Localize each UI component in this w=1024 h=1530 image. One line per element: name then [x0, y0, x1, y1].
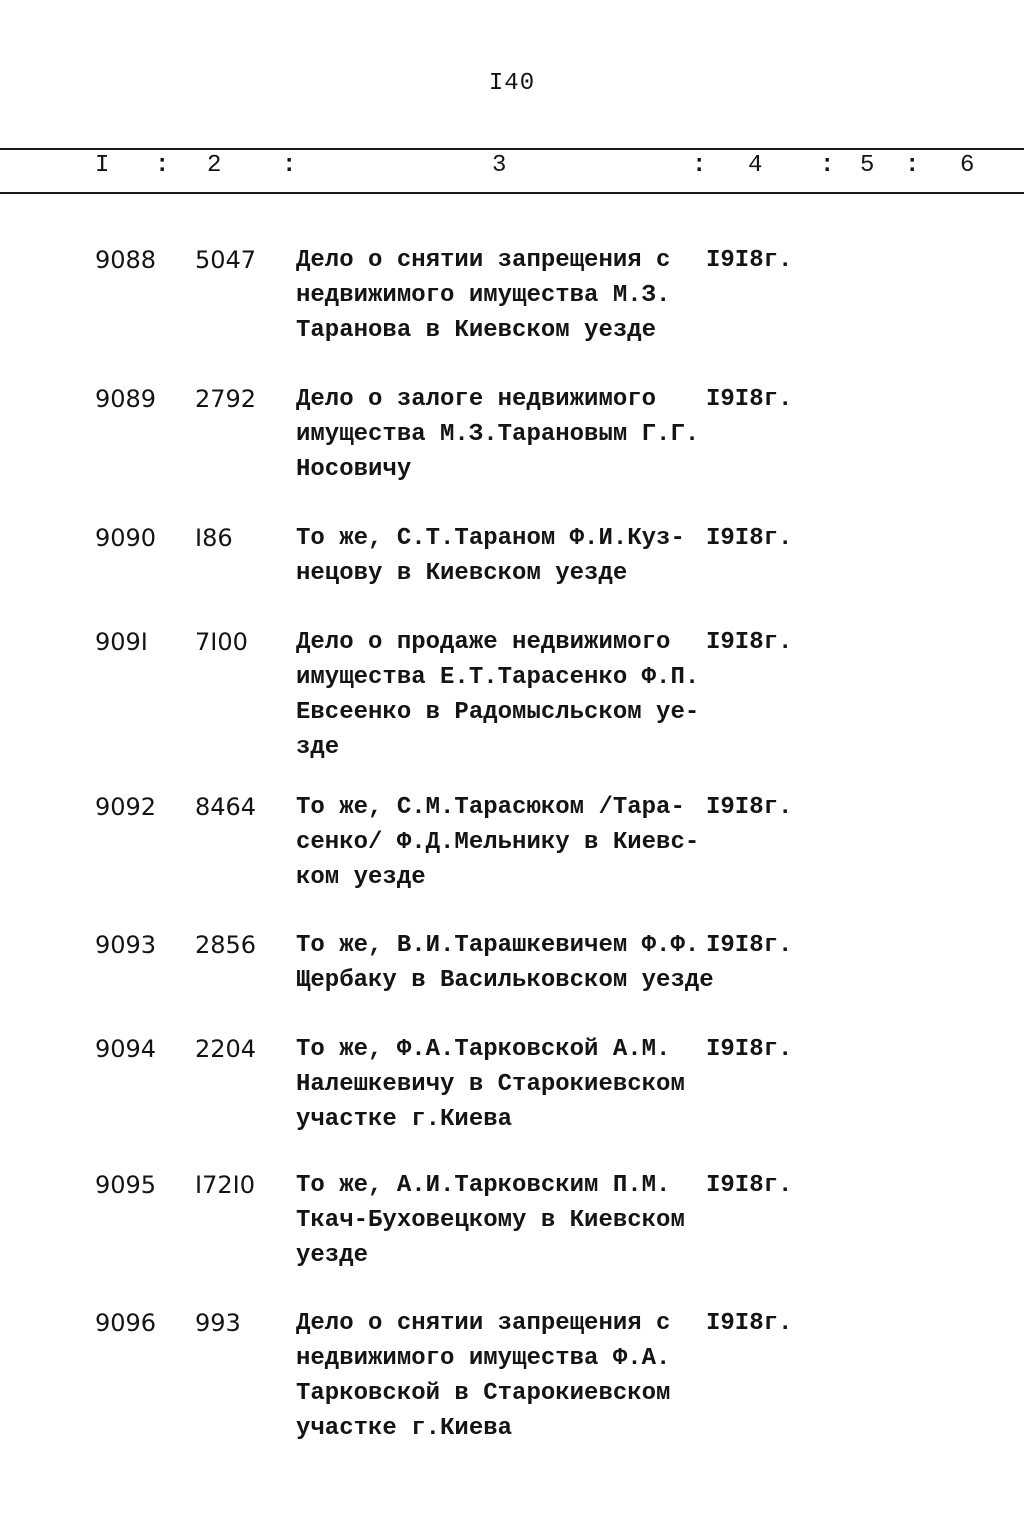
- old-number: 7I00: [195, 628, 248, 656]
- column-separator: :: [905, 152, 920, 179]
- case-date: I9I8г.: [706, 1172, 793, 1199]
- old-number: 5047: [195, 246, 257, 274]
- description-line: зде: [296, 734, 340, 761]
- description-line: То же, С.М.Тарасюком /Тара-: [296, 794, 685, 821]
- description-line: сенко/ Ф.Д.Мельнику в Киевс-: [296, 829, 700, 856]
- old-number: I86: [195, 524, 233, 552]
- old-number: 2204: [195, 1035, 257, 1063]
- case-date: I9I8г.: [706, 794, 793, 821]
- column-separator: :: [820, 152, 835, 179]
- description-line: То же, А.И.Тарковским П.М.: [296, 1172, 671, 1199]
- case-date: I9I8г.: [706, 1310, 793, 1337]
- old-number: 8464: [195, 793, 257, 821]
- case-date: I9I8г.: [706, 247, 793, 274]
- column-header-3: 3: [492, 152, 507, 179]
- case-date: I9I8г.: [706, 1036, 793, 1063]
- case-description: [296, 928, 716, 998]
- description-line: недвижимого имущества М.З.: [296, 282, 671, 309]
- description-line: Евсеенко в Радомысльском уе-: [296, 699, 700, 726]
- description-line: Ткач-Буховецкому в Киевском: [296, 1207, 685, 1234]
- description-line: Дело о снятии запрещения с: [296, 247, 671, 274]
- description-line: Щербаку в Васильковском уезде: [296, 967, 714, 994]
- description-line: То же, Ф.А.Тарковской А.М.: [296, 1036, 671, 1063]
- case-description: [296, 1168, 716, 1273]
- archive-number: 9095: [95, 1171, 157, 1199]
- page-number: I40: [488, 70, 536, 97]
- description-line: участке г.Киева: [296, 1415, 513, 1442]
- column-header-6: 6: [960, 152, 975, 179]
- header-top-rule: [0, 148, 1024, 150]
- case-date: I9I8г.: [706, 932, 793, 959]
- description-line: имущества М.З.Тарановым Г.Г.: [296, 421, 700, 448]
- archive-number: 9093: [95, 931, 157, 959]
- archive-number: 909I: [95, 628, 148, 656]
- case-date: I9I8г.: [706, 386, 793, 413]
- description-line: имущества Е.Т.Тарасенко Ф.П.: [296, 664, 700, 691]
- description-line: нецову в Киевском уезде: [296, 560, 628, 587]
- archive-number: 9090: [95, 524, 157, 552]
- case-date: I9I8г.: [706, 629, 793, 656]
- case-date: I9I8г.: [706, 525, 793, 552]
- archive-number: 9089: [95, 385, 157, 413]
- archive-number: 9094: [95, 1035, 157, 1063]
- archive-number: 9092: [95, 793, 157, 821]
- description-line: Дело о продаже недвижимого: [296, 629, 671, 656]
- old-number: 2856: [195, 931, 257, 959]
- case-description: [296, 1306, 716, 1446]
- archive-number: 9088: [95, 246, 157, 274]
- description-line: Носовичу: [296, 456, 412, 483]
- case-description: [296, 625, 716, 765]
- column-header-4: 4: [748, 152, 763, 179]
- old-number: 2792: [195, 385, 257, 413]
- old-number: 993: [195, 1309, 241, 1337]
- description-line: То же, В.И.Тарашкевичем Ф.Ф.: [296, 932, 700, 959]
- archive-number: 9096: [95, 1309, 157, 1337]
- column-separator: :: [692, 152, 707, 179]
- description-line: Налешкевичу в Старокиевском: [296, 1071, 685, 1098]
- description-line: Дело о снятии запрещения с: [296, 1310, 671, 1337]
- column-header-2: 2: [207, 152, 222, 179]
- case-description: [296, 243, 716, 348]
- description-line: То же, С.Т.Тараном Ф.И.Куз-: [296, 525, 685, 552]
- description-line: Тарковской в Старокиевском: [296, 1380, 671, 1407]
- column-separator: :: [155, 152, 170, 179]
- header-bottom-rule: [0, 192, 1024, 194]
- description-line: участке г.Киева: [296, 1106, 513, 1133]
- case-description: [296, 382, 716, 487]
- case-description: [296, 790, 716, 895]
- case-description: [296, 521, 716, 591]
- description-line: Таранова в Киевском уезде: [296, 317, 657, 344]
- old-number: I72I0: [195, 1171, 255, 1199]
- column-header-5: 5: [860, 152, 875, 179]
- description-line: ком уезде: [296, 864, 426, 891]
- description-line: Дело о залоге недвижимого: [296, 386, 657, 413]
- description-line: недвижимого имущества Ф.А.: [296, 1345, 671, 1372]
- column-header-1: I: [95, 152, 110, 179]
- description-line: уезде: [296, 1242, 369, 1269]
- column-separator: :: [282, 152, 297, 179]
- case-description: [296, 1032, 716, 1137]
